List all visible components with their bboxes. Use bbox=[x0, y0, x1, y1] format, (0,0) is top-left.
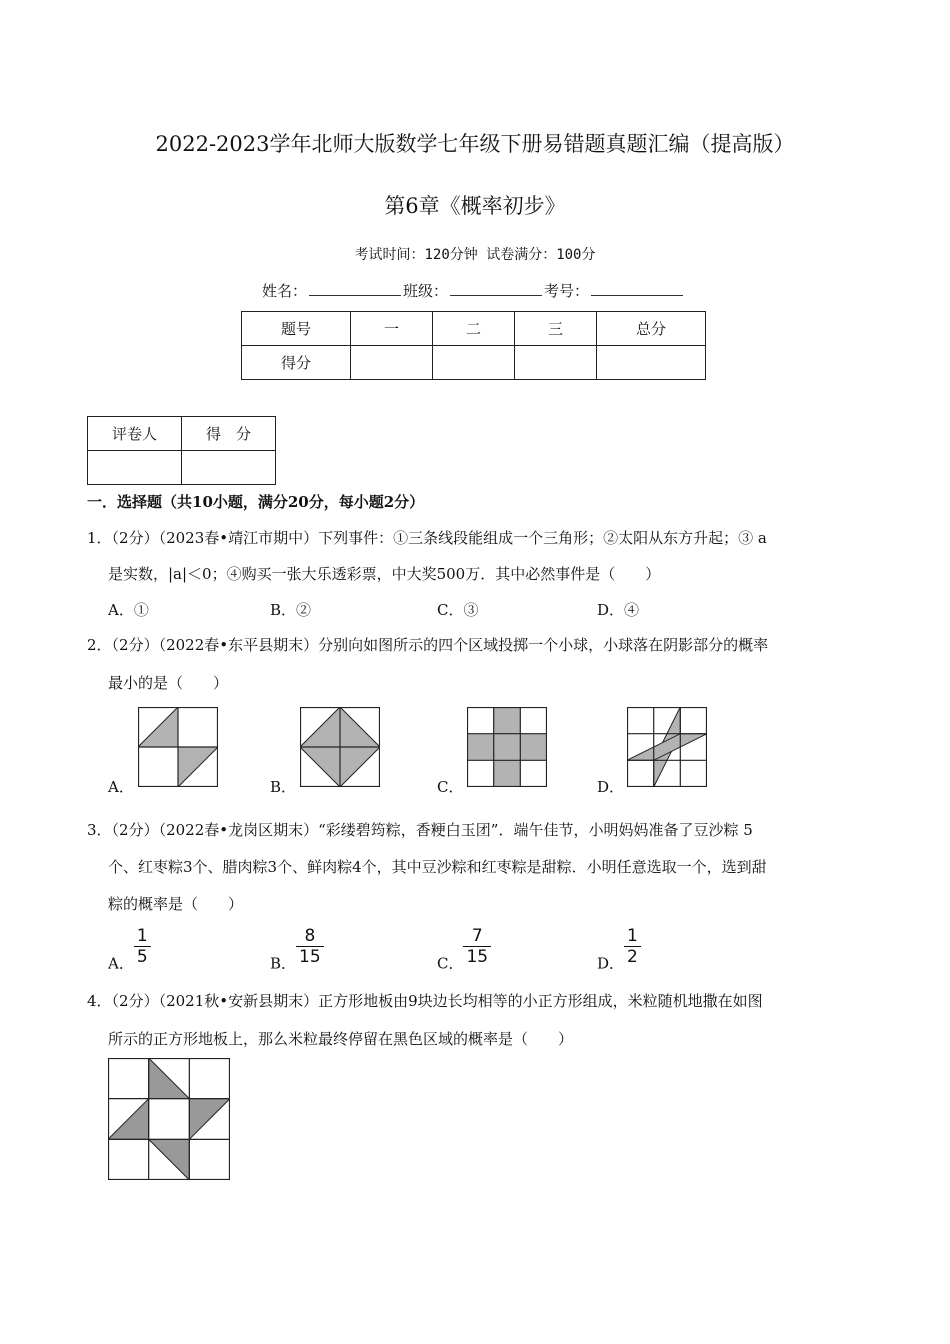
fraction-denominator: 15 bbox=[466, 947, 489, 967]
option-a[interactable] bbox=[108, 926, 151, 974]
option-c[interactable] bbox=[437, 926, 491, 974]
option-label: C． bbox=[437, 954, 464, 973]
score-cell[interactable] bbox=[351, 346, 433, 380]
figure-d bbox=[627, 707, 707, 787]
shaded-bar bbox=[467, 734, 547, 761]
question-number: 1． bbox=[87, 529, 112, 547]
grader-cell[interactable] bbox=[88, 451, 182, 485]
figure-c bbox=[467, 707, 547, 787]
grader-table bbox=[87, 416, 276, 485]
score-cell[interactable] bbox=[597, 346, 706, 380]
question-number: 2． bbox=[87, 636, 112, 654]
grader-header-cell: 得 分 bbox=[182, 417, 276, 451]
chapter-title: 第6章《概率初步》 bbox=[384, 194, 566, 218]
option-a[interactable]: A． bbox=[108, 778, 134, 796]
question-text: （2分）（2023春•靖江市期中）下列事件：①三条线段能组成一个三角形；②太阳从东方升起；③ a bbox=[111, 529, 767, 547]
score-header-cell: 二 bbox=[433, 312, 515, 346]
class-label: 班级： bbox=[403, 282, 449, 300]
option-b[interactable]: B．② bbox=[270, 601, 312, 619]
option-label: A． bbox=[108, 954, 134, 973]
name-blank[interactable] bbox=[309, 281, 401, 296]
question-number: 3． bbox=[87, 821, 112, 839]
figure-q4 bbox=[108, 1058, 230, 1180]
score-table-header-row bbox=[242, 312, 706, 346]
grader-row bbox=[88, 451, 276, 485]
option-d[interactable]: D． bbox=[597, 778, 625, 796]
fraction bbox=[624, 926, 641, 967]
figure-a bbox=[138, 707, 218, 787]
option-b[interactable] bbox=[270, 926, 324, 974]
fraction bbox=[463, 926, 491, 967]
question-1 bbox=[87, 527, 767, 548]
fraction bbox=[134, 926, 151, 967]
question-text: （2分）（2022春•龙岗区期末）“彩缕碧筠粽，香粳白玉团”．端午佳节，小明妈妈准备了豆沙粽 5 bbox=[111, 821, 753, 839]
question-text: （2分）（2022春•东平县期末）分别向如图所示的四个区域投掷一个小球，小球落在阴影部分的概率 bbox=[111, 636, 769, 654]
question-text: （2分）（2021秋•安新县期末）正方形地板由9块边长均相等的小正方形组成，米粒随机地撒在如图 bbox=[111, 992, 763, 1010]
question-3 bbox=[87, 819, 753, 840]
option-b[interactable]: B． bbox=[270, 778, 297, 796]
fraction-denominator: 5 bbox=[136, 947, 148, 967]
question-2-line-2: 最小的是（ ） bbox=[108, 674, 229, 692]
shaded-triangle bbox=[149, 1139, 190, 1180]
option-label: D． bbox=[597, 954, 625, 973]
shaded-triangle bbox=[178, 747, 218, 787]
shaded-triangle bbox=[108, 1099, 149, 1140]
score-header-cell: 三 bbox=[515, 312, 597, 346]
option-c[interactable]: C．③ bbox=[437, 601, 479, 619]
score-cell[interactable] bbox=[433, 346, 515, 380]
name-label: 姓名： bbox=[262, 282, 308, 300]
grader-cell[interactable] bbox=[182, 451, 276, 485]
score-cell[interactable] bbox=[515, 346, 597, 380]
fraction-denominator: 2 bbox=[627, 947, 638, 967]
shaded-triangle bbox=[138, 707, 178, 747]
score-header-cell: 题号 bbox=[242, 312, 351, 346]
shaded-triangle bbox=[189, 1099, 230, 1140]
shaded-triangle bbox=[149, 1058, 190, 1099]
question-2 bbox=[87, 634, 768, 655]
number-label: 考号： bbox=[544, 282, 590, 300]
option-d[interactable]: D．④ bbox=[597, 601, 640, 619]
score-table bbox=[241, 311, 706, 380]
option-c[interactable]: C． bbox=[437, 778, 464, 796]
grader-header-cell: 评卷人 bbox=[88, 417, 182, 451]
exam-info: 考试时间：120分钟 试卷满分：100分 bbox=[354, 247, 596, 263]
fraction bbox=[296, 926, 324, 967]
score-header-cell: 一 bbox=[351, 312, 433, 346]
student-info-line bbox=[262, 280, 685, 301]
question-3-line-2: 个、红枣粽3个、腊肉粽3个、鲜肉粽4个，其中豆沙粽和红枣粽是甜粽．小明任意选取一个，选到甜 bbox=[108, 858, 767, 876]
score-row-label: 得分 bbox=[242, 346, 351, 380]
question-1-line-2: 是实数，|a|＜0；④购买一张大乐透彩票，中大奖500万．其中必然事件是（ ） bbox=[108, 565, 661, 583]
option-label: B． bbox=[270, 954, 297, 973]
fraction-numerator: 1 bbox=[134, 926, 151, 947]
fraction-numerator: 1 bbox=[624, 926, 641, 947]
document-title: 2022-2023学年北师大版数学七年级下册易错题真题汇编（提高版） bbox=[155, 132, 795, 156]
fraction-numerator: 7 bbox=[463, 926, 491, 947]
option-d[interactable] bbox=[597, 926, 641, 974]
fraction-denominator: 15 bbox=[299, 947, 321, 967]
number-blank[interactable] bbox=[591, 281, 683, 296]
figure-b bbox=[300, 707, 380, 787]
score-table-row bbox=[242, 346, 706, 380]
class-blank[interactable] bbox=[450, 281, 542, 296]
question-4-line-2: 所示的正方形地板上，那么米粒最终停留在黑色区域的概率是（ ） bbox=[108, 1030, 574, 1048]
question-4 bbox=[87, 990, 763, 1011]
fraction-numerator: 8 bbox=[296, 926, 324, 947]
question-3-line-3: 粽的概率是（ ） bbox=[108, 895, 244, 913]
question-number: 4． bbox=[87, 992, 112, 1010]
section-heading: 一．选择题（共10小题，满分20分，每小题2分） bbox=[87, 493, 425, 511]
grader-header-row bbox=[88, 417, 276, 451]
score-header-cell: 总分 bbox=[597, 312, 706, 346]
option-a[interactable]: A．① bbox=[108, 601, 149, 619]
